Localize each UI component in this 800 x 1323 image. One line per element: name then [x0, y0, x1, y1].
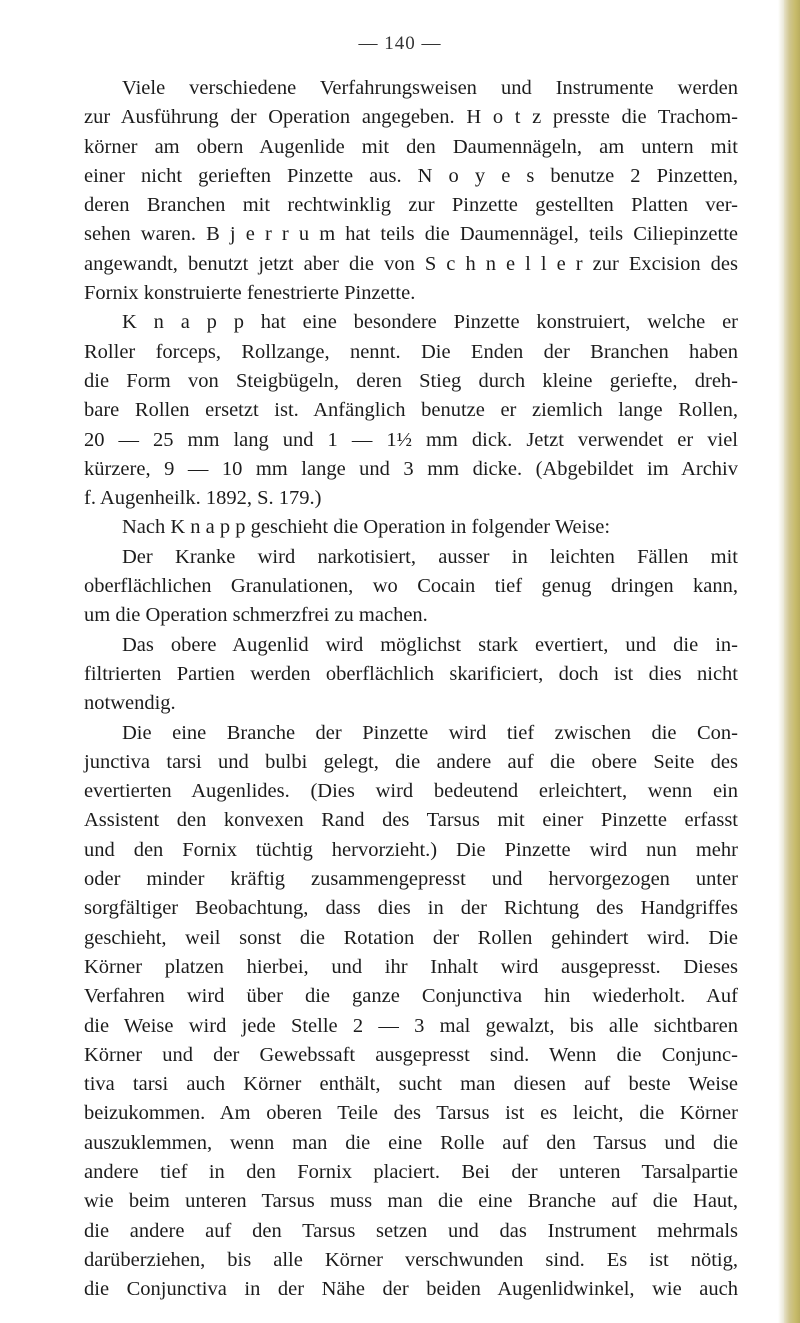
text-line: die Conjunctiva in der Nähe der beiden Augenlidwinkel, wie auch: [84, 1278, 738, 1301]
text-line: wie beim unteren Tarsus muss man die eine Branche auf die Haut,: [84, 1190, 738, 1213]
text-line: bare Rollen ersetzt ist. Anfänglich benutze er ziemlich lange Rollen,: [84, 399, 738, 422]
text-line: andere tief in den Fornix placiert. Bei der unteren Tarsalpartie: [84, 1160, 738, 1183]
text-line: 20 — 25 mm lang und 1 — 1½ mm dick. Jetzt verwendet er viel: [84, 428, 738, 451]
text-line: beizukommen. Am oberen Teile des Tarsus ist es leicht, die Körner: [84, 1102, 738, 1125]
text-line: geschieht, weil sonst die Rotation der Rollen gehindert wird. Die: [84, 926, 738, 949]
text-line: Fornix konstruierte fenestrierte Pinzette.: [84, 282, 416, 305]
text-line: Viele verschiedene Verfahrungsweisen und Instrumente werden: [122, 77, 738, 99]
text-line: notwendig.: [84, 692, 176, 715]
text-line: deren Branchen mit rechtwinklig zur Pinzette gestellten Platten ver-: [84, 194, 738, 217]
text-line: zur Ausführung der Operation angegeben. H o t z presste die Trachom-: [84, 106, 738, 129]
text-line: die Weise wird jede Stelle 2 — 3 mal gewalzt, bis alle sichtbaren: [84, 1014, 738, 1037]
text-line: Das obere Augenlid wird möglichst stark evertiert, und die in-: [122, 633, 738, 656]
text-line: sehen waren. B j e r r u m hat teils die Daumennägel, teils Ciliepinzette: [84, 223, 738, 246]
text-line: evertierten Augenlides. (Dies wird bedeutend erleichtert, wenn ein: [84, 780, 738, 803]
text-line: Roller forceps, Rollzange, nennt. Die Enden der Branchen haben: [84, 340, 738, 363]
text-line: sorgfältiger Beobachtung, dass dies in der Richtung des Handgriffes: [84, 897, 738, 920]
text-line: auszuklemmen, wenn man die eine Rolle auf den Tarsus und die: [84, 1131, 738, 1154]
text-line: K n a p p hat eine besondere Pinzette konstruiert, welche er: [122, 311, 738, 334]
text-line: oberflächlichen Granulationen, wo Cocain tief genug dringen kann,: [84, 575, 738, 598]
text-line: Nach K n a p p geschieht die Operation in folgender Weise:: [122, 516, 611, 539]
text-line: einer nicht gerieften Pinzette aus. N o y e s benutze 2 Pinzetten,: [84, 164, 738, 187]
text-line: die Form von Steigbügeln, deren Stieg durch kleine geriefte, dreh-: [84, 369, 738, 392]
text-line: tiva tarsi auch Körner enthält, sucht man diesen auf beste Weise: [84, 1073, 738, 1096]
text-line: die andere auf den Tarsus setzen und das Instrument mehrmals: [84, 1219, 738, 1242]
text-line: Körner platzen hierbei, und ihr Inhalt wird ausgepresst. Dieses: [84, 955, 738, 978]
body-text: [84, 74, 738, 1304]
text-line: f. Augenheilk. 1892, S. 179.): [84, 487, 322, 510]
text-line: Die eine Branche der Pinzette wird tief zwischen die Con-: [122, 721, 738, 744]
text-line: angewandt, benutzt jetzt aber die von S c h n e l l e r zur Excision des: [84, 252, 738, 275]
text-line: Der Kranke wird narkotisiert, ausser in leichten Fällen mit: [122, 545, 738, 568]
text-line: Körner und der Gewebssaft ausgepresst sind. Wenn die Conjunc-: [84, 1043, 738, 1066]
text-line: kürzere, 9 — 10 mm lange und 3 mm dicke. (Abgebildet im Archiv: [84, 457, 738, 480]
text-line: körner am obern Augenlide mit den Daumennägeln, am untern mit: [84, 135, 738, 158]
page-number: — 140 —: [358, 33, 442, 54]
text-line: Assistent den konvexen Rand des Tarsus mit einer Pinzette erfasst: [84, 809, 738, 832]
text-line: um die Operation schmerzfrei zu machen.: [84, 604, 428, 627]
text-line: filtrierten Partien werden oberflächlich skarificiert, doch ist dies nicht: [84, 662, 738, 685]
text-line: Verfahren wird über die ganze Conjunctiva hin wiederholt. Auf: [84, 985, 738, 1008]
text-line: darüberziehen, bis alle Körner verschwunden sind. Es ist nötig,: [84, 1248, 738, 1271]
text-line: junctiva tarsi und bulbi gelegt, die andere auf die obere Seite des: [84, 750, 738, 773]
text-line: und den Fornix tüchtig hervorzieht.) Die Pinzette wird nun mehr: [84, 838, 738, 861]
text-line: oder minder kräftig zusammengepresst und hervorgezogen unter: [84, 868, 738, 891]
page-edge: [784, 0, 800, 1323]
